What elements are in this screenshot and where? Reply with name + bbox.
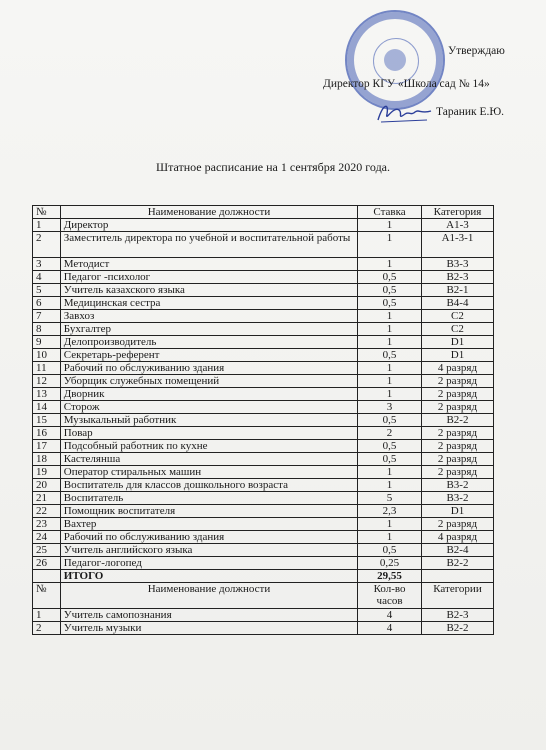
official-stamp — [345, 10, 445, 110]
table-row — [33, 427, 494, 440]
table-row — [33, 271, 494, 284]
row-rate: 2,3 — [358, 505, 422, 518]
row-category: В2-3 — [421, 609, 493, 622]
table-row — [33, 258, 494, 271]
row-position: Рабочий по обслуживанию здания — [60, 362, 357, 375]
table-row — [33, 232, 494, 258]
header2-category: Категории — [421, 583, 493, 609]
row-category: 2 разряд — [421, 440, 493, 453]
row-rate: 1 — [358, 310, 422, 323]
table-row — [33, 492, 494, 505]
header2-number: № — [33, 583, 61, 609]
row-number: 19 — [33, 466, 61, 479]
row-rate: 0,25 — [358, 557, 422, 570]
row-position: Бухгалтер — [60, 323, 357, 336]
row-number: 6 — [33, 297, 61, 310]
row-rate: 1 — [358, 388, 422, 401]
row-position: Дворник — [60, 388, 357, 401]
row-number: 25 — [33, 544, 61, 557]
table-row — [33, 401, 494, 414]
approval-line-director: Директор КГУ «Школа сад № 14» — [323, 78, 490, 90]
row-position: Подсобный работник по кухне — [60, 440, 357, 453]
table-row — [33, 440, 494, 453]
total-category-cell — [421, 570, 493, 583]
row-position: Воспитатель для классов дошкольного возраста — [60, 479, 357, 492]
row-number: 4 — [33, 271, 61, 284]
table-row — [33, 349, 494, 362]
row-category: В2-2 — [421, 557, 493, 570]
row-number: 1 — [33, 609, 61, 622]
row-number: 10 — [33, 349, 61, 362]
row-position: Медицинская сестра — [60, 297, 357, 310]
table-row — [33, 414, 494, 427]
table-row — [33, 388, 494, 401]
total-row — [33, 570, 494, 583]
row-number: 26 — [33, 557, 61, 570]
row-number: 11 — [33, 362, 61, 375]
row-number: 15 — [33, 414, 61, 427]
row-category: 2 разряд — [421, 466, 493, 479]
row-category: В2-2 — [421, 414, 493, 427]
table-row — [33, 219, 494, 232]
row-rate: 3 — [358, 401, 422, 414]
table-row — [33, 297, 494, 310]
row-position: Вахтер — [60, 518, 357, 531]
row-category: 2 разряд — [421, 388, 493, 401]
row-rate: 1 — [358, 336, 422, 349]
row-rate: 4 — [358, 622, 422, 635]
table-row — [33, 622, 494, 635]
approval-line-approve: Утверждаю — [448, 45, 505, 57]
approval-line-name: Тараник Е.Ю. — [436, 106, 505, 118]
row-number: 18 — [33, 453, 61, 466]
total-number-cell — [33, 570, 61, 583]
row-category: D1 — [421, 336, 493, 349]
row-position: Учитель музыки — [60, 622, 357, 635]
row-number: 22 — [33, 505, 61, 518]
row-rate: 0,5 — [358, 440, 422, 453]
row-rate: 0,5 — [358, 297, 422, 310]
row-rate: 0,5 — [358, 349, 422, 362]
row-number: 2 — [33, 232, 61, 258]
row-position: Учитель казахского языка — [60, 284, 357, 297]
row-number: 8 — [33, 323, 61, 336]
header2-position: Наименование должности — [60, 583, 357, 609]
row-position: Кастелянша — [60, 453, 357, 466]
table-header-row — [33, 206, 494, 219]
table-row — [33, 505, 494, 518]
table-row — [33, 518, 494, 531]
row-category: В3-2 — [421, 479, 493, 492]
row-rate: 0,5 — [358, 284, 422, 297]
row-category: 4 разряд — [421, 362, 493, 375]
row-position: Педагог-логопед — [60, 557, 357, 570]
row-rate: 1 — [358, 323, 422, 336]
row-rate: 1 — [358, 362, 422, 375]
row-category: В4-4 — [421, 297, 493, 310]
row-category: 2 разряд — [421, 518, 493, 531]
row-category: С2 — [421, 323, 493, 336]
row-number: 23 — [33, 518, 61, 531]
total-value: 29,55 — [358, 570, 422, 583]
row-rate: 1 — [358, 258, 422, 271]
row-category: В2-2 — [421, 622, 493, 635]
row-category: В2-3 — [421, 271, 493, 284]
table-row — [33, 323, 494, 336]
table-row — [33, 284, 494, 297]
row-number: 12 — [33, 375, 61, 388]
row-category: А1-3-1 — [421, 232, 493, 258]
row-position: Методист — [60, 258, 357, 271]
row-position: Повар — [60, 427, 357, 440]
row-number: 7 — [33, 310, 61, 323]
row-rate: 0,5 — [358, 271, 422, 284]
row-rate: 1 — [358, 232, 422, 258]
row-category: В3-2 — [421, 492, 493, 505]
table-row — [33, 544, 494, 557]
row-position: Воспитатель — [60, 492, 357, 505]
row-number: 5 — [33, 284, 61, 297]
row-number: 9 — [33, 336, 61, 349]
row-position: Завхоз — [60, 310, 357, 323]
row-rate: 1 — [358, 479, 422, 492]
table-row — [33, 310, 494, 323]
row-number: 17 — [33, 440, 61, 453]
table-row — [33, 375, 494, 388]
row-rate: 1 — [358, 518, 422, 531]
row-category: 2 разряд — [421, 453, 493, 466]
table-row — [33, 609, 494, 622]
row-number: 13 — [33, 388, 61, 401]
row-number: 21 — [33, 492, 61, 505]
table-row — [33, 362, 494, 375]
row-position: Уборщик служебных помещений — [60, 375, 357, 388]
document-title: Штатное расписание на 1 сентября 2020 года. — [155, 160, 391, 174]
header-category: Категория — [421, 206, 493, 219]
row-rate: 1 — [358, 531, 422, 544]
table-row — [33, 531, 494, 544]
row-category: В3-3 — [421, 258, 493, 271]
row-number: 2 — [33, 622, 61, 635]
row-rate: 1 — [358, 375, 422, 388]
row-rate: 1 — [358, 219, 422, 232]
row-rate: 0,5 — [358, 544, 422, 557]
row-position: Помощник воспитателя — [60, 505, 357, 518]
row-category: 4 разряд — [421, 531, 493, 544]
row-rate: 2 — [358, 427, 422, 440]
table-row — [33, 466, 494, 479]
row-position: Учитель английского языка — [60, 544, 357, 557]
stamp-emblem — [384, 49, 406, 71]
row-number: 16 — [33, 427, 61, 440]
row-rate: 0,5 — [358, 414, 422, 427]
row-position: Учитель самопознания — [60, 609, 357, 622]
table2-header-row — [33, 583, 494, 609]
row-category: А1-3 — [421, 219, 493, 232]
header-position: Наименование должности — [60, 206, 357, 219]
row-rate: 0,5 — [358, 453, 422, 466]
row-category: В2-1 — [421, 284, 493, 297]
row-position: Секретарь-референт — [60, 349, 357, 362]
table-row — [33, 479, 494, 492]
row-category: В2-4 — [421, 544, 493, 557]
row-category: 2 разряд — [421, 427, 493, 440]
row-category: D1 — [421, 349, 493, 362]
row-number: 20 — [33, 479, 61, 492]
header-rate: Ставка — [358, 206, 422, 219]
director-signature — [375, 100, 435, 126]
table-row — [33, 557, 494, 570]
row-number: 24 — [33, 531, 61, 544]
row-number: 14 — [33, 401, 61, 414]
row-category: 2 разряд — [421, 375, 493, 388]
row-number: 3 — [33, 258, 61, 271]
row-position: Музыкальный работник — [60, 414, 357, 427]
row-position: Заместитель директора по учебной и воспитательной работы — [60, 232, 357, 258]
row-rate: 5 — [358, 492, 422, 505]
row-position: Оператор стиральных машин — [60, 466, 357, 479]
staff-table — [32, 205, 494, 635]
row-number: 1 — [33, 219, 61, 232]
header-number: № — [33, 206, 61, 219]
total-label: ИТОГО — [60, 570, 357, 583]
row-position: Педагог -психолог — [60, 271, 357, 284]
row-position: Делопроизводитель — [60, 336, 357, 349]
table-row — [33, 336, 494, 349]
row-position: Сторож — [60, 401, 357, 414]
row-position: Рабочий по обслуживанию здания — [60, 531, 357, 544]
row-rate: 4 — [358, 609, 422, 622]
row-category: D1 — [421, 505, 493, 518]
row-rate: 1 — [358, 466, 422, 479]
row-position: Директор — [60, 219, 357, 232]
row-category: 2 разряд — [421, 401, 493, 414]
row-category: С2 — [421, 310, 493, 323]
table-row — [33, 453, 494, 466]
header2-hours: Кол-во часов — [358, 583, 422, 609]
